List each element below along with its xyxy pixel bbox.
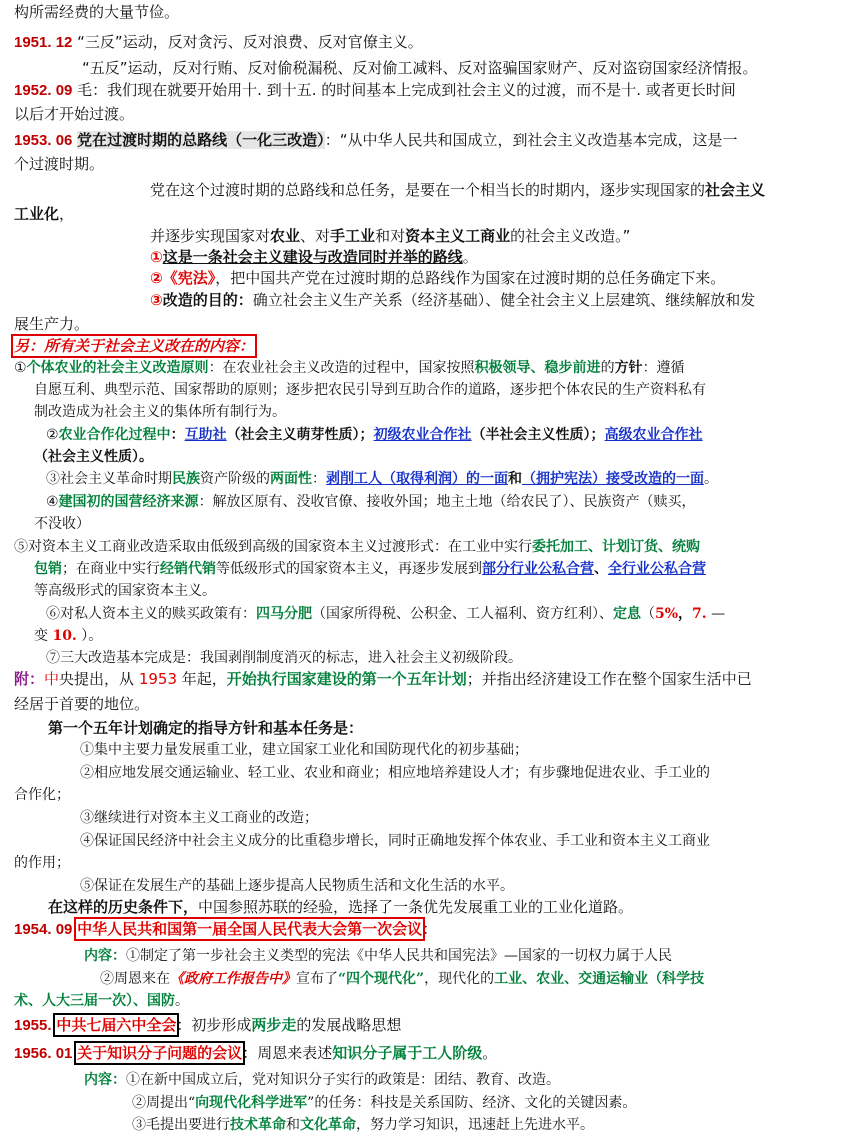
text-segment: 1953 (138, 670, 177, 688)
text-segment: 内容： (84, 1072, 126, 1088)
text-line (34, 380, 850, 400)
text-segment: ①制定了第一步社会主义类型的宪法《中华人民共和国宪法》—国家的一切权力属于人民 (126, 948, 672, 964)
text-segment: ⑥对私人资本主义的赎买政策有： (46, 606, 256, 622)
text-segment: ②周提出“ (132, 1095, 196, 1111)
text-line (14, 537, 850, 557)
text-line (48, 897, 850, 917)
text-segment: （社会主义萌芽性质）； (226, 427, 374, 443)
text-segment: “四个现代化” (338, 971, 425, 987)
text-segment: 。 (704, 471, 718, 487)
text-line (14, 204, 850, 224)
text-segment: 改造的目的： (162, 291, 253, 309)
text-line (46, 492, 850, 512)
text-segment: ：“从中华人民共和国成立，到社会主义改造基本完成，这是一 (324, 131, 738, 149)
text-line (34, 581, 850, 601)
text-segment: 中共七届六中全会 (56, 1016, 177, 1034)
text-segment: 另：所有关于社会主义改在的内容： (14, 337, 255, 355)
text-segment: 5% (655, 606, 679, 622)
text-segment: ⑤对资本主义工商业改造采取由低级到高级的国家资本主义过渡形式：在工业中实行 (14, 539, 532, 555)
text-segment: 7. (692, 606, 707, 622)
text-line (14, 130, 850, 151)
text-segment: ①集中主要力量发展重工业，建立国家工业化和国防现代化的初步基础； (80, 742, 528, 758)
text-line (34, 626, 850, 646)
text-segment: 附： (14, 670, 45, 688)
text-segment: 中国参照苏联的经验，选择了一条优先发展重工业的工业化道路。 (198, 898, 634, 916)
text-segment: 1954. 09 (14, 921, 73, 938)
text-segment: 开始执行国家建设的第一个五年计划 (226, 670, 467, 688)
text-segment: 以后才开始过渡。 (14, 105, 135, 123)
text-line (150, 268, 850, 288)
text-segment: 等低级形式的国家资本主义，再逐步发展到 (216, 561, 482, 577)
text-segment: 的发展战略思想 (296, 1016, 402, 1034)
text-line (80, 808, 850, 828)
text-segment: ④保证国民经济中社会主义成分的比重稳步增长，同时正确地发挥个体农业、手工业和资本主义工商业 (80, 833, 710, 849)
text-segment: 合作化； (14, 787, 70, 803)
text-segment: 、对 (300, 227, 331, 245)
text-line (46, 469, 850, 489)
text-segment: 变 (34, 628, 53, 644)
text-segment: ⑦三大改造基本完成是：我国剥削制度消灭的标志，进入社会主义初级阶段。 (46, 650, 522, 666)
text-line (46, 604, 850, 624)
text-segment: 农业 (270, 227, 301, 245)
text-line (14, 314, 850, 334)
text-segment: 经销代销 (160, 561, 216, 577)
text-segment: 《政府工作报告中》 (170, 971, 296, 987)
text-segment: ：解放区原有、没收官僚、接收外国；地主土地（给农民了）、民族资产（赎买， (198, 494, 696, 510)
text-segment: 的作用； (14, 855, 70, 871)
text-segment: 和对 (375, 227, 406, 245)
text-segment: 手工业 (330, 227, 376, 245)
text-line (14, 694, 850, 714)
text-line (14, 104, 850, 124)
text-line (14, 1015, 850, 1036)
text-segment: 展生产力。 (14, 315, 90, 333)
text-segment: ， (678, 606, 693, 622)
text-line (150, 290, 850, 310)
text-segment: 构所需经费的大量节俭。 (14, 3, 180, 21)
text-segment: ： (422, 920, 438, 938)
text-segment: ， (59, 205, 75, 223)
text-segment: 1953. 06 (14, 132, 73, 149)
text-line (14, 32, 850, 53)
text-line (100, 969, 850, 989)
text-segment: 定息 (613, 606, 641, 622)
text-segment: ① (14, 360, 27, 376)
text-segment: 制改造成为社会主义的集体所有制行为。 (34, 404, 286, 420)
text-segment: ③继续进行对资本主义工商业的改造； (80, 810, 318, 826)
text-segment: 10. (52, 628, 77, 644)
text-segment: ，努力学习知识，迅速赶上先进水平。 (356, 1117, 594, 1133)
text-segment: 《宪法》 (162, 269, 216, 287)
text-line (14, 2, 850, 22)
text-segment: 关于知识分子问题的会议 (77, 1044, 243, 1062)
text-segment: 1952. 09 (14, 82, 73, 99)
text-line (46, 425, 850, 445)
text-segment: 包销 (34, 561, 62, 577)
text-line (14, 1043, 850, 1064)
text-segment: 文化革命 (300, 1117, 356, 1133)
text-segment: ⑤保证在发展生产的基础上逐步提高人民物质生活和文化生活的水平。 (80, 878, 514, 894)
text-segment: 自愿互利、典型示范、国家帮助的原则；逐步把农民引导到互助合作的道路，逐步把个体农民的生产资料私有 (34, 382, 706, 398)
text-segment: 积极领导、稳步前进 (474, 360, 601, 376)
text-line (14, 80, 850, 101)
text-segment: ①在新中国成立后，党对知识分子实行的政策是：团结、教育、改造。 (126, 1072, 560, 1088)
text-segment: ： (170, 427, 185, 443)
text-segment: 工业、农业、交通运输业（科学技 (494, 971, 705, 987)
text-segment: 高级农业合作社 (604, 427, 703, 443)
text-segment: 个体农业的社会主义改造原则 (26, 360, 209, 376)
text-segment: 方针 (614, 360, 643, 376)
text-line (80, 740, 850, 760)
text-segment: “五反”运动，反对行贿、反对偷税漏税、反对偷工减料、反对盗骗国家财产、反对盗窃国家经济情报。 (82, 59, 758, 77)
text-segment: 两面性 (270, 471, 312, 487)
text-segment: 两步走 (251, 1016, 297, 1034)
text-segment: 委托加工、计划订货、统购 (532, 539, 700, 555)
text-segment: 和 (286, 1117, 300, 1133)
text-segment: 工业化 (14, 205, 60, 223)
text-segment: ③毛提出要进行 (132, 1117, 230, 1133)
text-segment: 初级农业合作社 (373, 427, 472, 443)
text-segment: 党在这个过渡时期的总路线和总任务，是要在一个相当长的时期内，逐步实现国家的 (150, 181, 706, 199)
text-segment: （社会主义性质）。 (34, 449, 153, 465)
text-line (14, 785, 850, 805)
text-segment: 和 (508, 471, 522, 487)
text-line (48, 718, 850, 738)
text-segment: ；在商业中实行 (62, 561, 160, 577)
text-segment: （拥护宪法）接受改造的一面 (522, 471, 704, 487)
text-line (132, 1093, 850, 1113)
text-segment: 四马分肥 (256, 606, 312, 622)
text-segment: 的 (600, 360, 615, 376)
text-segment: 资本主义工商业 (405, 227, 511, 245)
text-line (150, 180, 850, 200)
text-segment: 全行业公私合营 (608, 561, 706, 577)
text-segment: 民族 (172, 471, 200, 487)
text-line (46, 648, 850, 668)
text-segment: 剥削工人（取得利润）的一面 (326, 471, 508, 487)
text-segment: 等高级形式的国家资本主义。 (34, 583, 216, 599)
text-line (84, 1070, 850, 1090)
text-segment: 农业合作化过程中 (58, 427, 171, 443)
text-segment: 经居于首要的地位。 (14, 695, 150, 713)
text-segment: 。 (175, 993, 189, 1009)
text-segment: 1951. 12 (14, 34, 73, 51)
text-segment: 第一个五年计划确定的指导方针和基本任务是： (48, 719, 364, 737)
text-segment: ；并指出经济建设工作在整个国家生活中已 (466, 670, 752, 688)
text-segment: ③ (150, 291, 163, 309)
text-segment: ）。 (76, 628, 103, 644)
text-line (34, 447, 850, 467)
text-line (84, 946, 850, 966)
text-line (132, 1115, 850, 1135)
text-segment: ：在农业社会主义改造的过程中，国家按照 (208, 360, 475, 376)
text-segment: 1955. (14, 1017, 52, 1034)
text-segment: 向现代化科学进军 (195, 1095, 308, 1111)
text-segment: ④ (46, 494, 59, 510)
text-segment: 在这样的历史条件下， (48, 898, 199, 916)
text-segment: “三反”运动，反对贪污、反对浪费、反对官僚主义。 (72, 33, 423, 51)
text-segment: 年起， (177, 670, 227, 688)
text-segment: 技术革命 (230, 1117, 286, 1133)
text-segment: 社会主义 (705, 181, 766, 199)
text-segment: ：遵循 (642, 360, 685, 376)
text-line (80, 831, 850, 851)
text-segment: 确立社会主义生产关系（经济基础）、健全社会主义上层建筑、继续解放和发 (252, 291, 756, 309)
text-line (14, 336, 850, 356)
text-line (14, 991, 850, 1011)
text-segment: （ (641, 606, 655, 622)
text-segment: 、 (594, 561, 608, 577)
text-line (14, 853, 850, 873)
text-segment: ，把中国共产党在过渡时期的总路线作为国家在过渡时期的总任务确定下来。 (215, 269, 726, 287)
text-segment: 知识分子属于工人阶级 (332, 1044, 483, 1062)
text-segment: 术、人大三届一次）、国防 (14, 993, 175, 1009)
text-segment: 1956. 01 (14, 1045, 73, 1062)
text-segment: ② (150, 269, 163, 287)
text-line (82, 58, 850, 78)
text-segment: ②相应地发展交通运输业、轻工业、农业和商业；相应地培养建设人才；有步骤地促进农业、手工业的 (80, 765, 710, 781)
text-segment: ，现代化的 (424, 971, 495, 987)
text-segment: ② (46, 427, 59, 443)
text-segment: 这是一条社会主义建设与改造同时并举的路线 (162, 248, 463, 266)
text-segment: 的社会主义改造。” (510, 227, 631, 245)
text-line (80, 876, 850, 896)
text-segment: ① (150, 248, 163, 266)
text-segment: 互助社 (184, 427, 227, 443)
text-segment: 中 (44, 670, 60, 688)
text-segment: ：初步形成 (176, 1016, 252, 1034)
text-segment: 。 (462, 248, 478, 266)
text-line (34, 559, 850, 579)
text-segment: 并逐步实现国家对 (150, 227, 271, 245)
text-segment: （半社会主义性质）； (471, 427, 605, 443)
text-segment: 。 (482, 1044, 498, 1062)
text-line (14, 669, 850, 689)
text-segment: 中华人民共和国第一届全国人民代表大会第一次会议 (77, 920, 423, 938)
text-segment: ”的任务：科技是关系国防、经济、文化的关键因素。 (307, 1095, 637, 1111)
text-line (14, 154, 850, 174)
text-line (150, 247, 850, 267)
text-segment: 毛：我们现在就要开始用十. 到十五. 的时间基本上完成到社会主义的过渡，而不是十. 或者更长时间 (72, 81, 736, 99)
text-segment: ：周恩来表述 (242, 1044, 333, 1062)
text-segment: 党在过渡时期的总路线（一化三改造） (77, 131, 325, 149)
text-segment: 资产阶级的 (200, 471, 270, 487)
text-segment: 不没收） (34, 516, 90, 532)
text-segment: 宣布了 (296, 971, 338, 987)
text-segment: ： (312, 471, 326, 487)
text-segment: — (706, 606, 726, 622)
text-line (80, 763, 850, 783)
text-segment: （国家所得税、公积金、工人福利、资方红利）、 (312, 606, 613, 622)
text-segment: ③社会主义革命时期 (46, 471, 172, 487)
text-line (14, 919, 850, 940)
text-segment: 建国初的国营经济来源 (58, 494, 199, 510)
text-line (14, 358, 850, 378)
text-segment: 部分行业公私合营 (482, 561, 594, 577)
text-segment: 个过渡时期。 (14, 155, 105, 173)
text-segment: 央提出，从 (59, 670, 139, 688)
text-line (34, 514, 850, 534)
text-line (34, 402, 850, 422)
text-segment: 内容： (84, 948, 126, 964)
text-line (150, 226, 850, 246)
text-segment: ②周恩来在 (100, 971, 170, 987)
